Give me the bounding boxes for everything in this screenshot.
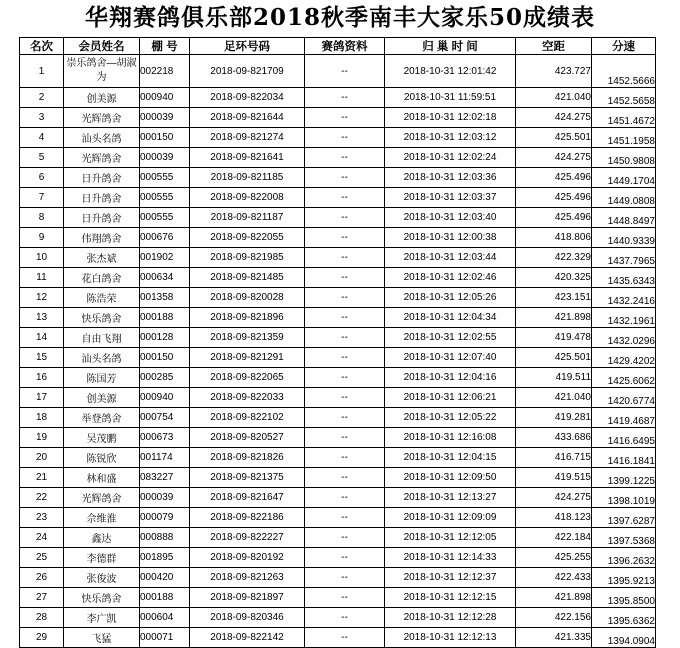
distance-cell: 422.433 <box>516 568 592 588</box>
loft-cell: 001902 <box>140 248 190 268</box>
arrival-time-cell: 2018-10-31 12:02:18 <box>385 108 516 128</box>
ring-cell: 2018-09-820192 <box>190 548 305 568</box>
loft-cell: 083227 <box>140 468 190 488</box>
rank-cell: 21 <box>20 468 64 488</box>
loft-cell: 000071 <box>140 628 190 648</box>
race-data-cell: -- <box>305 568 385 588</box>
distance-cell: 421.040 <box>516 388 592 408</box>
table-row <box>20 388 656 408</box>
speed-cell: 1425.6062 <box>592 368 656 388</box>
member-cell: 光辉鸽舍 <box>64 108 140 128</box>
loft-cell: 000940 <box>140 388 190 408</box>
loft-cell: 000039 <box>140 108 190 128</box>
table-row <box>20 188 656 208</box>
member-cell: 日升鸽舍 <box>64 168 140 188</box>
member-cell: 日升鸽舍 <box>64 188 140 208</box>
rank-cell: 12 <box>20 288 64 308</box>
column-header-race-data: 赛鸽资料 <box>305 38 385 55</box>
distance-cell: 433.686 <box>516 428 592 448</box>
table-row <box>20 348 656 368</box>
table-row <box>20 55 656 88</box>
race-data-cell: -- <box>305 308 385 328</box>
speed-cell: 1449.1704 <box>592 168 656 188</box>
member-cell: 崇乐鸽舍—胡淑为 <box>64 55 140 88</box>
table-row <box>20 168 656 188</box>
member-cell: 李德群 <box>64 548 140 568</box>
distance-cell: 425.501 <box>516 128 592 148</box>
arrival-time-cell: 2018-10-31 12:04:16 <box>385 368 516 388</box>
distance-cell: 425.255 <box>516 548 592 568</box>
arrival-time-cell: 2018-10-31 12:00:38 <box>385 228 516 248</box>
arrival-time-cell: 2018-10-31 12:05:22 <box>385 408 516 428</box>
table-row <box>20 148 656 168</box>
rank-cell: 10 <box>20 248 64 268</box>
race-data-cell: -- <box>305 608 385 628</box>
race-data-cell: -- <box>305 388 385 408</box>
rank-cell: 14 <box>20 328 64 348</box>
ring-cell: 2018-09-821359 <box>190 328 305 348</box>
speed-cell: 1432.1961 <box>592 308 656 328</box>
column-header-ring: 足环号码 <box>190 38 305 55</box>
rank-cell: 16 <box>20 368 64 388</box>
ring-cell: 2018-09-822065 <box>190 368 305 388</box>
loft-cell: 002218 <box>140 55 190 88</box>
rank-cell: 24 <box>20 528 64 548</box>
ring-cell: 2018-09-821263 <box>190 568 305 588</box>
ring-cell: 2018-09-822102 <box>190 408 305 428</box>
speed-cell: 1419.4687 <box>592 408 656 428</box>
speed-cell: 1395.8500 <box>592 588 656 608</box>
race-data-cell: -- <box>305 628 385 648</box>
speed-cell: 1397.5368 <box>592 528 656 548</box>
member-cell: 创美源 <box>64 388 140 408</box>
member-cell: 自由飞翔 <box>64 328 140 348</box>
member-cell: 林和盛 <box>64 468 140 488</box>
rank-cell: 1 <box>20 55 64 88</box>
rank-cell: 2 <box>20 88 64 108</box>
loft-cell: 000039 <box>140 488 190 508</box>
member-cell: 伟翔鸽舍 <box>64 228 140 248</box>
member-cell: 快乐鸽舍 <box>64 588 140 608</box>
rank-cell: 25 <box>20 548 64 568</box>
ring-cell: 2018-09-821647 <box>190 488 305 508</box>
race-data-cell: -- <box>305 208 385 228</box>
rank-cell: 6 <box>20 168 64 188</box>
table-row <box>20 248 656 268</box>
speed-cell: 1398.1019 <box>592 488 656 508</box>
loft-cell: 000634 <box>140 268 190 288</box>
table-row <box>20 368 656 388</box>
speed-cell: 1399.1225 <box>592 468 656 488</box>
loft-cell: 000150 <box>140 348 190 368</box>
race-data-cell: -- <box>305 328 385 348</box>
distance-cell: 418.123 <box>516 508 592 528</box>
loft-cell: 001358 <box>140 288 190 308</box>
arrival-time-cell: 2018-10-31 12:09:50 <box>385 468 516 488</box>
ring-cell: 2018-09-821709 <box>190 55 305 88</box>
results-body <box>20 55 656 648</box>
race-data-cell: -- <box>305 128 385 148</box>
loft-cell: 000604 <box>140 608 190 628</box>
arrival-time-cell: 2018-10-31 12:04:15 <box>385 448 516 468</box>
table-row <box>20 228 656 248</box>
table-row <box>20 628 656 648</box>
table-row <box>20 448 656 468</box>
arrival-time-cell: 2018-10-31 12:12:37 <box>385 568 516 588</box>
distance-cell: 419.511 <box>516 368 592 388</box>
arrival-time-cell: 2018-10-31 12:03:36 <box>385 168 516 188</box>
rank-cell: 17 <box>20 388 64 408</box>
ring-cell: 2018-09-822033 <box>190 388 305 408</box>
column-header-arrival: 归 巢 时 间 <box>385 38 516 55</box>
loft-cell: 000555 <box>140 168 190 188</box>
speed-cell: 1416.6495 <box>592 428 656 448</box>
member-cell: 陈浩荣 <box>64 288 140 308</box>
speed-cell: 1451.1958 <box>592 128 656 148</box>
distance-cell: 424.275 <box>516 148 592 168</box>
rank-cell: 8 <box>20 208 64 228</box>
rank-cell: 4 <box>20 128 64 148</box>
table-row <box>20 128 656 148</box>
race-data-cell: -- <box>305 188 385 208</box>
rank-cell: 15 <box>20 348 64 368</box>
arrival-time-cell: 2018-10-31 12:12:15 <box>385 588 516 608</box>
speed-cell: 1452.5658 <box>592 88 656 108</box>
member-cell: 陈国芳 <box>64 368 140 388</box>
table-row <box>20 88 656 108</box>
distance-cell: 424.275 <box>516 488 592 508</box>
ring-cell: 2018-09-820028 <box>190 288 305 308</box>
column-header-loft: 棚 号 <box>140 38 190 55</box>
loft-cell: 001895 <box>140 548 190 568</box>
arrival-time-cell: 2018-10-31 12:09:09 <box>385 508 516 528</box>
distance-cell: 416.715 <box>516 448 592 468</box>
table-row <box>20 288 656 308</box>
loft-cell: 000673 <box>140 428 190 448</box>
arrival-time-cell: 2018-10-31 12:14:33 <box>385 548 516 568</box>
distance-cell: 422.156 <box>516 608 592 628</box>
column-header-member: 会员姓名 <box>64 38 140 55</box>
arrival-time-cell: 2018-10-31 12:03:40 <box>385 208 516 228</box>
arrival-time-cell: 2018-10-31 12:02:46 <box>385 268 516 288</box>
rank-cell: 13 <box>20 308 64 328</box>
speed-cell: 1440.9339 <box>592 228 656 248</box>
rank-cell: 9 <box>20 228 64 248</box>
race-data-cell: -- <box>305 448 385 468</box>
results-table <box>19 37 656 648</box>
speed-cell: 1395.6362 <box>592 608 656 628</box>
arrival-time-cell: 2018-10-31 12:03:37 <box>385 188 516 208</box>
arrival-time-cell: 2018-10-31 11:59:51 <box>385 88 516 108</box>
arrival-time-cell: 2018-10-31 12:13:27 <box>385 488 516 508</box>
speed-cell: 1395.9213 <box>592 568 656 588</box>
rank-cell: 3 <box>20 108 64 128</box>
table-row <box>20 568 656 588</box>
loft-cell: 000555 <box>140 188 190 208</box>
ring-cell: 2018-09-822034 <box>190 88 305 108</box>
rank-cell: 27 <box>20 588 64 608</box>
arrival-time-cell: 2018-10-31 12:02:24 <box>385 148 516 168</box>
table-row <box>20 488 656 508</box>
loft-cell: 000940 <box>140 88 190 108</box>
rank-cell: 18 <box>20 408 64 428</box>
page-title: 华翔赛鸽俱乐部2018秋季南丰大家乐50成绩表 <box>84 4 596 31</box>
race-data-cell: -- <box>305 148 385 168</box>
ring-cell: 2018-09-821185 <box>190 168 305 188</box>
loft-cell: 000079 <box>140 508 190 528</box>
ring-cell: 2018-09-821641 <box>190 148 305 168</box>
race-data-cell: -- <box>305 368 385 388</box>
ring-cell: 2018-09-820527 <box>190 428 305 448</box>
distance-cell: 419.478 <box>516 328 592 348</box>
speed-cell: 1432.2416 <box>592 288 656 308</box>
ring-cell: 2018-09-821375 <box>190 468 305 488</box>
race-data-cell: -- <box>305 348 385 368</box>
rank-cell: 29 <box>20 628 64 648</box>
race-data-cell: -- <box>305 288 385 308</box>
rank-cell: 26 <box>20 568 64 588</box>
ring-cell: 2018-09-822055 <box>190 228 305 248</box>
table-row <box>20 588 656 608</box>
ring-cell: 2018-09-822142 <box>190 628 305 648</box>
race-data-cell: -- <box>305 488 385 508</box>
table-row <box>20 508 656 528</box>
loft-cell: 000285 <box>140 368 190 388</box>
race-data-cell: -- <box>305 55 385 88</box>
member-cell: 快乐鸽舍 <box>64 308 140 328</box>
table-row <box>20 608 656 628</box>
ring-cell: 2018-09-821485 <box>190 268 305 288</box>
table-row <box>20 428 656 448</box>
arrival-time-cell: 2018-10-31 12:03:44 <box>385 248 516 268</box>
rank-cell: 22 <box>20 488 64 508</box>
ring-cell: 2018-09-821826 <box>190 448 305 468</box>
distance-cell: 419.281 <box>516 408 592 428</box>
table-row <box>20 548 656 568</box>
member-cell: 光辉鸽舍 <box>64 148 140 168</box>
loft-cell: 000188 <box>140 308 190 328</box>
member-cell: 飞猛 <box>64 628 140 648</box>
speed-cell: 1432.0296 <box>592 328 656 348</box>
column-header-speed: 分速 <box>592 38 656 55</box>
table-row <box>20 328 656 348</box>
table-row <box>20 528 656 548</box>
member-cell: 佘维淮 <box>64 508 140 528</box>
distance-cell: 425.501 <box>516 348 592 368</box>
table-row <box>20 268 656 288</box>
arrival-time-cell: 2018-10-31 12:12:28 <box>385 608 516 628</box>
distance-cell: 421.898 <box>516 588 592 608</box>
distance-cell: 421.898 <box>516 308 592 328</box>
distance-cell: 421.335 <box>516 628 592 648</box>
member-cell: 吴茂鹏 <box>64 428 140 448</box>
member-cell: 日升鸽舍 <box>64 208 140 228</box>
member-cell: 举登鸽舍 <box>64 408 140 428</box>
table-row <box>20 468 656 488</box>
rank-cell: 5 <box>20 148 64 168</box>
distance-cell: 425.496 <box>516 188 592 208</box>
ring-cell: 2018-09-821291 <box>190 348 305 368</box>
arrival-time-cell: 2018-10-31 12:06:21 <box>385 388 516 408</box>
speed-cell: 1396.2632 <box>592 548 656 568</box>
race-data-cell: -- <box>305 508 385 528</box>
race-data-cell: -- <box>305 428 385 448</box>
arrival-time-cell: 2018-10-31 12:01:42 <box>385 55 516 88</box>
race-data-cell: -- <box>305 248 385 268</box>
loft-cell: 000128 <box>140 328 190 348</box>
distance-cell: 418.806 <box>516 228 592 248</box>
ring-cell: 2018-09-821897 <box>190 588 305 608</box>
rank-cell: 23 <box>20 508 64 528</box>
race-data-cell: -- <box>305 588 385 608</box>
speed-cell: 1451.4672 <box>592 108 656 128</box>
member-cell: 花白鸽舍 <box>64 268 140 288</box>
speed-cell: 1394.0904 <box>592 628 656 648</box>
member-cell: 张杰斌 <box>64 248 140 268</box>
race-data-cell: -- <box>305 408 385 428</box>
ring-cell: 2018-09-822227 <box>190 528 305 548</box>
race-data-cell: -- <box>305 88 385 108</box>
distance-cell: 423.151 <box>516 288 592 308</box>
rank-cell: 20 <box>20 448 64 468</box>
loft-cell: 000420 <box>140 568 190 588</box>
member-cell: 光辉鸽舍 <box>64 488 140 508</box>
loft-cell: 001174 <box>140 448 190 468</box>
arrival-time-cell: 2018-10-31 12:05:26 <box>385 288 516 308</box>
loft-cell: 000888 <box>140 528 190 548</box>
ring-cell: 2018-09-821644 <box>190 108 305 128</box>
rank-cell: 11 <box>20 268 64 288</box>
distance-cell: 422.184 <box>516 528 592 548</box>
ring-cell: 2018-09-822186 <box>190 508 305 528</box>
rank-cell: 19 <box>20 428 64 448</box>
member-cell: 陈锐欣 <box>64 448 140 468</box>
distance-cell: 420.325 <box>516 268 592 288</box>
loft-cell: 000039 <box>140 148 190 168</box>
speed-cell: 1450.9808 <box>592 148 656 168</box>
ring-cell: 2018-09-820346 <box>190 608 305 628</box>
column-header-distance: 空距 <box>516 38 592 55</box>
loft-cell: 000754 <box>140 408 190 428</box>
distance-cell: 425.496 <box>516 168 592 188</box>
speed-cell: 1416.1841 <box>592 448 656 468</box>
table-row <box>20 408 656 428</box>
arrival-time-cell: 2018-10-31 12:12:13 <box>385 628 516 648</box>
arrival-time-cell: 2018-10-31 12:03:12 <box>385 128 516 148</box>
speed-cell: 1452.5666 <box>592 55 656 88</box>
member-cell: 李广凯 <box>64 608 140 628</box>
race-data-cell: -- <box>305 548 385 568</box>
ring-cell: 2018-09-821187 <box>190 208 305 228</box>
member-cell: 鑫达 <box>64 528 140 548</box>
arrival-time-cell: 2018-10-31 12:04:34 <box>385 308 516 328</box>
ring-cell: 2018-09-822008 <box>190 188 305 208</box>
ring-cell: 2018-09-821274 <box>190 128 305 148</box>
speed-cell: 1448.8497 <box>592 208 656 228</box>
loft-cell: 000555 <box>140 208 190 228</box>
distance-cell: 422.329 <box>516 248 592 268</box>
race-data-cell: -- <box>305 228 385 248</box>
race-data-cell: -- <box>305 528 385 548</box>
race-data-cell: -- <box>305 108 385 128</box>
race-data-cell: -- <box>305 268 385 288</box>
loft-cell: 000188 <box>140 588 190 608</box>
arrival-time-cell: 2018-10-31 12:07:40 <box>385 348 516 368</box>
column-header-rank: 名次 <box>20 38 64 55</box>
distance-cell: 424.275 <box>516 108 592 128</box>
arrival-time-cell: 2018-10-31 12:16:08 <box>385 428 516 448</box>
loft-cell: 000150 <box>140 128 190 148</box>
ring-cell: 2018-09-821985 <box>190 248 305 268</box>
rank-cell: 7 <box>20 188 64 208</box>
speed-cell: 1449.0808 <box>592 188 656 208</box>
distance-cell: 425.496 <box>516 208 592 228</box>
loft-cell: 000676 <box>140 228 190 248</box>
table-row <box>20 308 656 328</box>
member-cell: 汕头名鸽 <box>64 128 140 148</box>
arrival-time-cell: 2018-10-31 12:12:05 <box>385 528 516 548</box>
member-cell: 创美源 <box>64 88 140 108</box>
arrival-time-cell: 2018-10-31 12:02:55 <box>385 328 516 348</box>
race-data-cell: -- <box>305 168 385 188</box>
distance-cell: 421.040 <box>516 88 592 108</box>
race-data-cell: -- <box>305 468 385 488</box>
speed-cell: 1435.6343 <box>592 268 656 288</box>
member-cell: 张俊波 <box>64 568 140 588</box>
table-row <box>20 108 656 128</box>
speed-cell: 1397.6287 <box>592 508 656 528</box>
speed-cell: 1420.6774 <box>592 388 656 408</box>
speed-cell: 1437.7965 <box>592 248 656 268</box>
member-cell: 汕头名鸽 <box>64 348 140 368</box>
speed-cell: 1429.4202 <box>592 348 656 368</box>
distance-cell: 423.727 <box>516 55 592 88</box>
ring-cell: 2018-09-821896 <box>190 308 305 328</box>
distance-cell: 419.515 <box>516 468 592 488</box>
table-row <box>20 208 656 228</box>
table-header-row <box>20 38 656 55</box>
rank-cell: 28 <box>20 608 64 628</box>
